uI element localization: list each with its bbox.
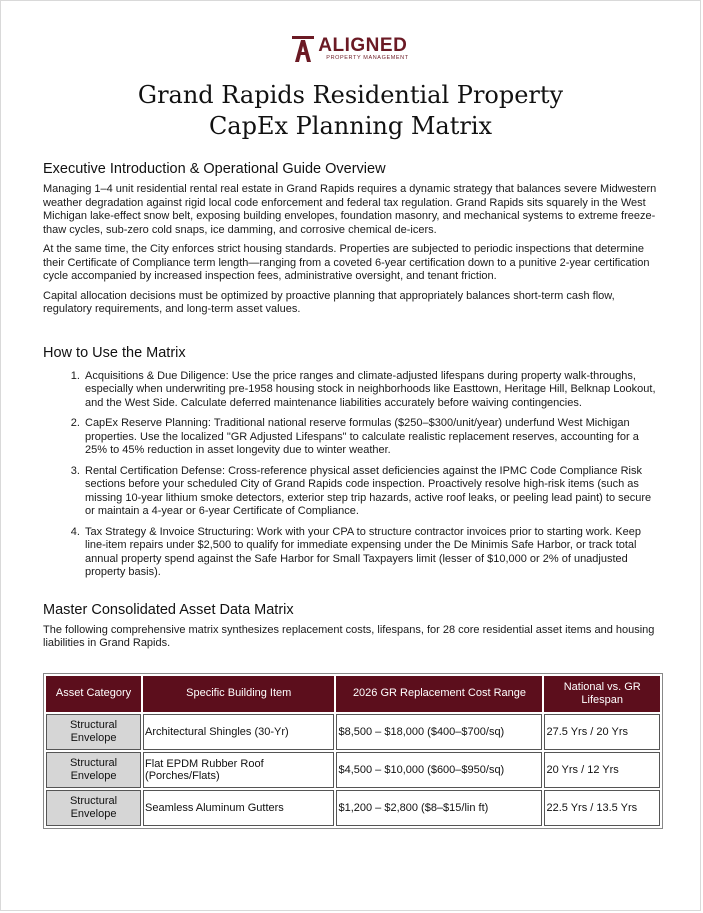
brand-name: ALIGNED (318, 35, 408, 57)
column-header-item: Specific Building Item (143, 676, 334, 712)
cell-lifespan: 20 Yrs / 12 Yrs (544, 752, 660, 788)
list-item-text: Cross-reference physical asset deficiencies against the IPMC Code Compliance Risk sections before your scheduled City of Grand Rapids code inspection. Proactively resolve high-risk items (such as missing 10-year lithium smoke detectors, exterior step trip hazards, active roof leaks, or peeling lead paint) to secure or maintain a 4-year or 6-year Certificate of Compliance. (85, 464, 652, 517)
page-title (43, 80, 658, 142)
table-row (46, 752, 660, 788)
column-header-lifespan: National vs. GR Lifespan (544, 676, 660, 712)
cell-category: Structural Envelope (46, 752, 141, 788)
table-row (46, 790, 660, 826)
exec-paragraph-2: At the same time, the City enforces strict housing standards. Properties are subjected to periodic inspections that determine their Certificate of Compliance term length—ranging from a coveted 6-year certification down to a punitive 2-year certification cycle accompanied by increased inspection fees, administrative oversight, and tenant friction. (43, 243, 650, 282)
cell-item: Seamless Aluminum Gutters (143, 790, 334, 826)
master-intro: The following comprehensive matrix synthesizes replacement costs, lifespans, for 28 core residential asset items and housing liabilities in Grand Rapids. (43, 623, 655, 649)
list-item (83, 370, 658, 411)
how-list (43, 370, 658, 580)
aligned-logo-icon (292, 36, 314, 62)
cell-category: Structural Envelope (46, 790, 141, 826)
list-item-title: Tax Strategy & Invoice Structuring: (85, 525, 254, 538)
cell-item: Flat EPDM Rubber Roof (Porches/Flats) (143, 752, 334, 788)
title-line-1: Grand Rapids Residential Property (137, 81, 564, 109)
cell-cost: $8,500 – $18,000 ($400–$700/sq) (336, 714, 542, 750)
table-row (46, 714, 660, 750)
cell-cost: $4,500 – $10,000 ($600–$950/sq) (336, 752, 542, 788)
list-item-title: CapEx Reserve Planning: (85, 417, 211, 429)
master-heading: Master Consolidated Asset Data Matrix (43, 601, 294, 618)
cell-lifespan: 27.5 Yrs / 20 Yrs (544, 714, 660, 750)
exec-paragraph-3: Capital allocation decisions must be optimized by proactive planning that appropriately balances short-term cash flow, regulatory requirements, and long-term asset values. (43, 289, 615, 315)
list-item-title: Rental Certification Defense: (85, 464, 226, 477)
cell-item: Architectural Shingles (30-Yr) (143, 714, 334, 750)
cell-lifespan: 22.5 Yrs / 13.5 Yrs (544, 790, 660, 826)
exec-paragraph-1: Managing 1–4 unit residential rental real estate in Grand Rapids requires a dynamic strategy that balances severe Midwestern weather degradation against rigid local code enforcement and federal tax regulation. Grand Rapids sits squarely in the West Michigan lake-effect snow belt, exposing building envelopes, foundation masonry, and mechanical systems to extreme freeze-thaw cycles, sub-zero cold snaps, ice damming, and corrosive chemical de-icers. (43, 183, 657, 236)
title-line-2: CapEx Planning Matrix (208, 112, 493, 140)
list-item (83, 417, 658, 458)
brand-subtitle: PROPERTY MANAGEMENT (326, 55, 409, 62)
list-item-text: Traditional national reserve formulas ($250–$300/unit/year) underfund West Michigan properties. Use the localized "GR Adjusted Lifespans" to calculate realistic replacement reserves, accounting for a 25% to 45% reduction in asset longevity due to winter weather. (85, 417, 639, 456)
asset-matrix-table (43, 673, 663, 829)
column-header-cost: 2026 GR Replacement Cost Range (336, 676, 542, 712)
cell-cost: $1,200 – $2,800 ($8–$15/lin ft) (336, 790, 542, 826)
exec-heading: Executive Introduction & Operational Guide Overview (43, 161, 386, 177)
list-item (83, 465, 658, 519)
list-item-text: Use the price ranges and climate-adjusted lifespans during property walk-throughs, especially when underwriting pre-1958 housing stock in neighborhoods like Easttown, Heritage Hill, Belknap Lookout, and the West Side. Calculate deferred maintenance liabilities accurately before waiving contingencies. (85, 369, 656, 409)
list-item-text: Work with your CPA to structure contractor invoices prior to starting work. Keep line-item repairs under $2,500 to qualify for immediate expensing under the De Minimis Safe Harbor, or track total annual property spend against the Safe Harbor for Small Taxpayers limit (lesser of $10,000 or 2% of unadjusted property basis). (85, 525, 641, 578)
column-header-category: Asset Category (46, 676, 141, 712)
brand-logo (43, 34, 658, 64)
list-item (83, 526, 658, 580)
how-heading: How to Use the Matrix (43, 344, 186, 361)
table-header-row (46, 676, 660, 712)
list-item-title: Acquisitions & Due Diligence: (85, 369, 229, 382)
cell-category: Structural Envelope (46, 714, 141, 750)
